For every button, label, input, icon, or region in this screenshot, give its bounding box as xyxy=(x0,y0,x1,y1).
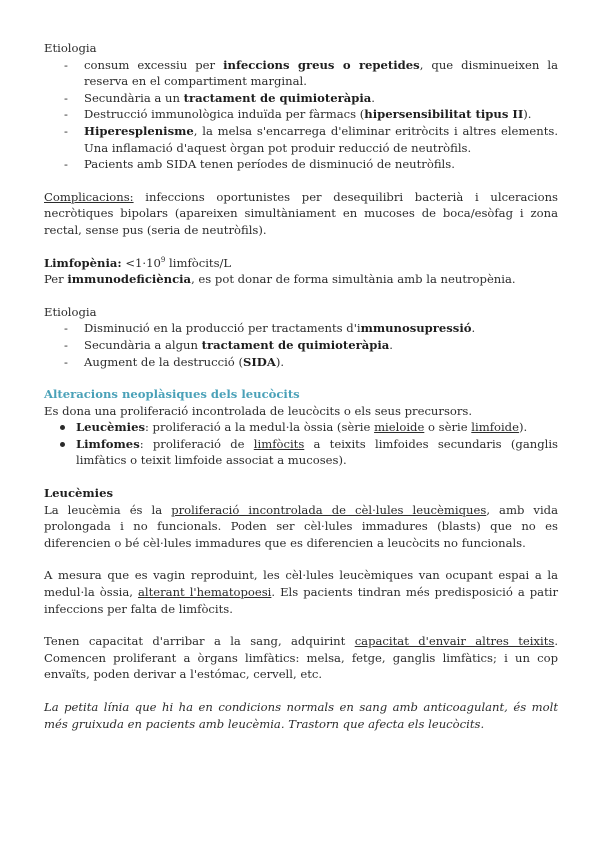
paragraph: Tenen capacitat d'arribar a la sang, adquirint capacitat d'envair altres teixits. Comencen proliferant a òrgans limfàtics: melsa, fetge, ganglis limfàtics; i un cop envaïts, poden derivar a l'estómac, cervell, etc. xyxy=(44,634,559,682)
list-item: - consum excessiu per infeccions greus o repetides, que disminueixen la reserva en el compartiment marginal. xyxy=(64,57,558,90)
etiologia-label: Etiologia xyxy=(44,41,97,55)
list-item: Limfomes: proliferació de limfòcits a teixits limfoides secundaris (ganglis limfàtics o teixit limfoide associat a mucoses). xyxy=(58,436,558,469)
list-item: - Hiperesplenisme, la melsa s'encarrega d'eliminar eritròcits i altres elements. Una inflamació d'aquest òrgan pot produir reducció de neutròfils. xyxy=(64,123,558,156)
document-content xyxy=(44,40,558,732)
paragraph: A mesura que es vagin reproduint, les cèl·lules leucèmiques van ocupant espai a la medul·la òssia, alterant l'hematopoesi. Els pacients tindran més predisposició a patir infeccions per falta de limfòcits. xyxy=(44,568,558,616)
list-item: - Augment de la destrucció (SIDA). xyxy=(64,354,558,371)
complicacions-paragraph: Complicacions: infeccions oportunistes per desequilibri bacterià i ulceracions necròtiques bipolars (apareixen simultàniament en mucoses de boca/esòfag i zona rectal, sense pus (seria de neutròfils). xyxy=(44,189,558,237)
limfopenia-cause: Per immunodeficiència, es pot donar de forma simultània amb la neutropènia. xyxy=(44,272,516,287)
list-item: - Secundària a un tractament de quimioteràpia. xyxy=(64,90,558,107)
list-item: - Pacients amb SIDA tenen períodes de disminució de neutròfils. xyxy=(64,156,558,173)
section-heading: Alteracions neoplàsiques dels leucòcits xyxy=(44,387,300,402)
list-item: - Secundària a algun tractament de quimioteràpia. xyxy=(64,337,558,354)
limfopenia-definition: Limfopènia: $<1\cdot 10^9$ limfòcits/L xyxy=(44,255,232,270)
limfopenia-label: Limfopènia: xyxy=(44,255,122,270)
neoplasia-list xyxy=(44,419,558,469)
list-item: - Destrucció immunològica induïda per fàrmacs (hipersensibilitat tipus II). xyxy=(64,106,558,123)
italic-paragraph: La petita línia que hi ha en condicions normals en sang amb anticoagulant, és molt més gruixuda en pacients amb leucèmia. Trastorn que afecta els leucòcits. xyxy=(44,700,558,731)
etiologia-label: Etiologia xyxy=(44,304,97,319)
subsection-heading: Leucèmies xyxy=(44,486,113,501)
complicacions-label: Complicacions: xyxy=(44,189,134,204)
etiologia-list xyxy=(44,320,558,370)
paragraph: La leucèmia és la proliferació incontrolada de cèl·lules leucèmiques, amb vida prolongada i no funcionals. Poden ser cèl·lules immadures (blasts) que no es diferencien o bé cèl·lules immadures que es diferencien a leucòcits no funcionals. xyxy=(44,502,558,550)
list-item: Leucèmies: proliferació a la medul·la òssia (sèrie mieloide o sèrie limfoide). xyxy=(58,419,558,436)
section-intro: Es dona una proliferació incontrolada de leucòcits o els seus precursors. xyxy=(44,403,473,418)
etiologia-list xyxy=(44,57,558,173)
list-item: - Disminució en la producció per tractaments d'immunosupressió. xyxy=(64,320,558,337)
